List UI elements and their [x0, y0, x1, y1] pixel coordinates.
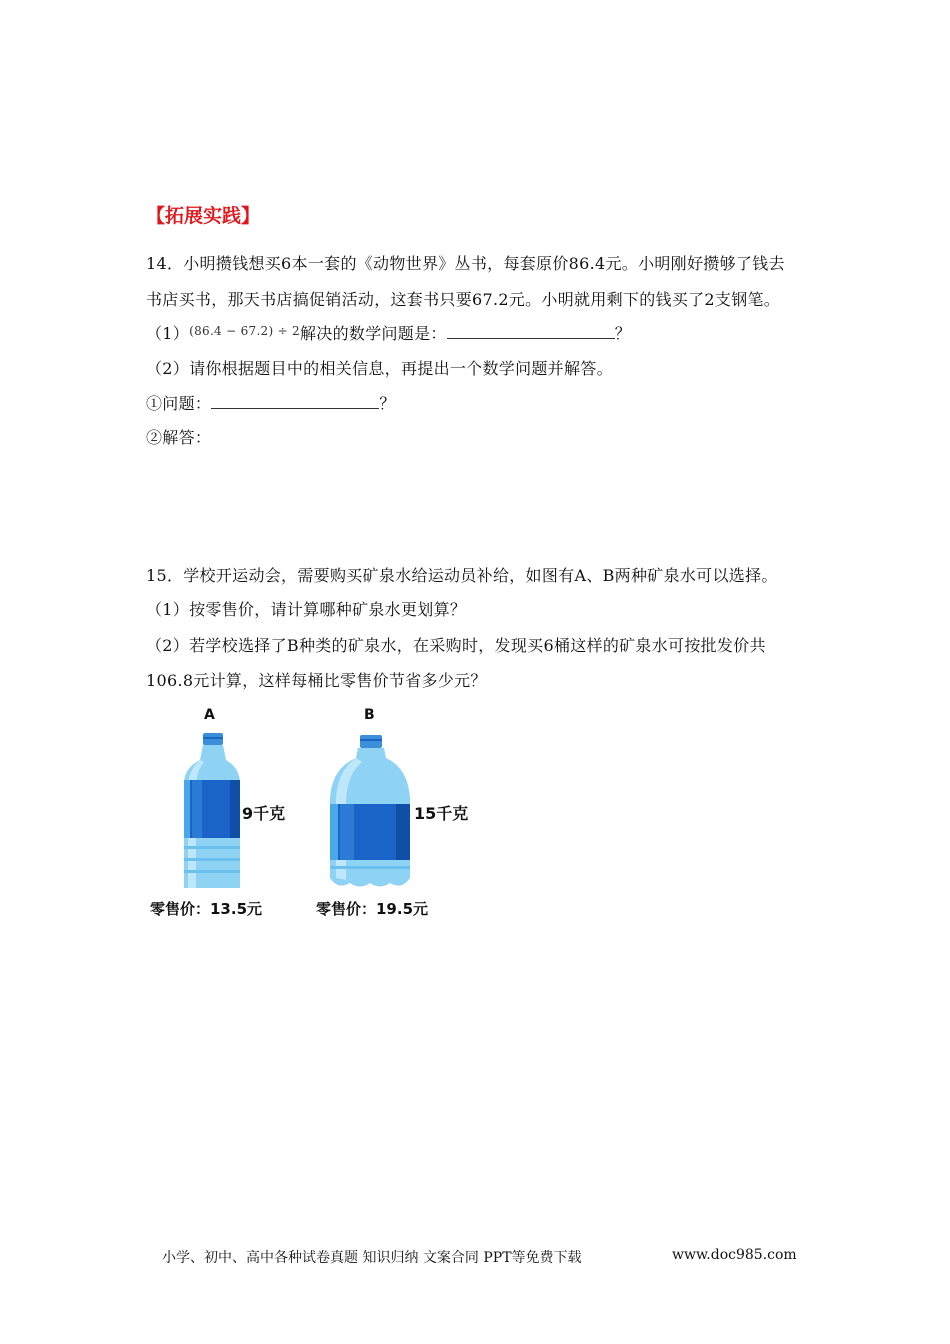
- bottle-a-letter: A: [204, 707, 215, 723]
- q15-line-1: 15．学校开运动会，需要购买矿泉水给运动员补给，如图有A、B两种矿泉水可以选择。: [146, 566, 778, 585]
- q14-formula: (86.4 − 67.2) ÷ 2: [189, 324, 300, 338]
- bottle-a-icon: [184, 733, 240, 888]
- bottle-b-weight: 15千克: [414, 804, 469, 823]
- q14-question-line: [146, 394, 396, 414]
- q14-line-1: 14．小明攒钱想买6本一套的《动物世界》丛书，每套原价86.4元。小明刚好攒够了钱去: [146, 254, 785, 273]
- q15-part-1: （1）按零售价，请计算哪种矿泉水更划算？: [146, 600, 467, 619]
- q14-part-1-text: 解决的数学问题是：: [300, 324, 447, 343]
- bottle-b-letter: B: [364, 707, 375, 723]
- q15-part-2-line-1: （2）若学校选择了B种类的矿泉水，在采购时，发现买6桶这样的矿泉水可按批发价共: [146, 636, 766, 655]
- q15-part-2-line-2: 106.8元计算，这样每桶比零售价节省多少元？: [146, 671, 487, 690]
- q14-question-blank[interactable]: [211, 394, 379, 409]
- q14-part-2: （2）请你根据题目中的相关信息，再提出一个数学问题并解答。: [146, 359, 613, 378]
- section-title: 【拓展实践】: [146, 205, 261, 227]
- bottle-b-icon: [330, 735, 410, 887]
- q14-answer-label: ②解答：: [146, 428, 212, 447]
- q14-answer-blank[interactable]: [447, 324, 615, 339]
- bottle-a-weight: 9千克: [242, 804, 286, 823]
- q14-question-prefix: ①问题：: [146, 394, 212, 413]
- q14-line-2: 书店买书，那天书店搞促销活动，这套书只要67.2元。小明就用剩下的钱买了2支钢笔。: [146, 290, 781, 309]
- bottle-a-price: 零售价：13.5元: [150, 900, 263, 918]
- footer-site-link[interactable]: www.doc985.com: [672, 1247, 797, 1263]
- q14-part-1-end: ？: [614, 324, 632, 343]
- q14-part-1-prefix: （1）: [146, 324, 190, 343]
- q14-question-end: ？: [379, 394, 396, 413]
- bottle-b-price: 零售价：19.5元: [316, 900, 429, 918]
- q14-part-1: [146, 324, 631, 345]
- footer-text: 小学、初中、高中各种试卷真题 知识归纳 文案合同 PPT等免费下载: [162, 1250, 582, 1266]
